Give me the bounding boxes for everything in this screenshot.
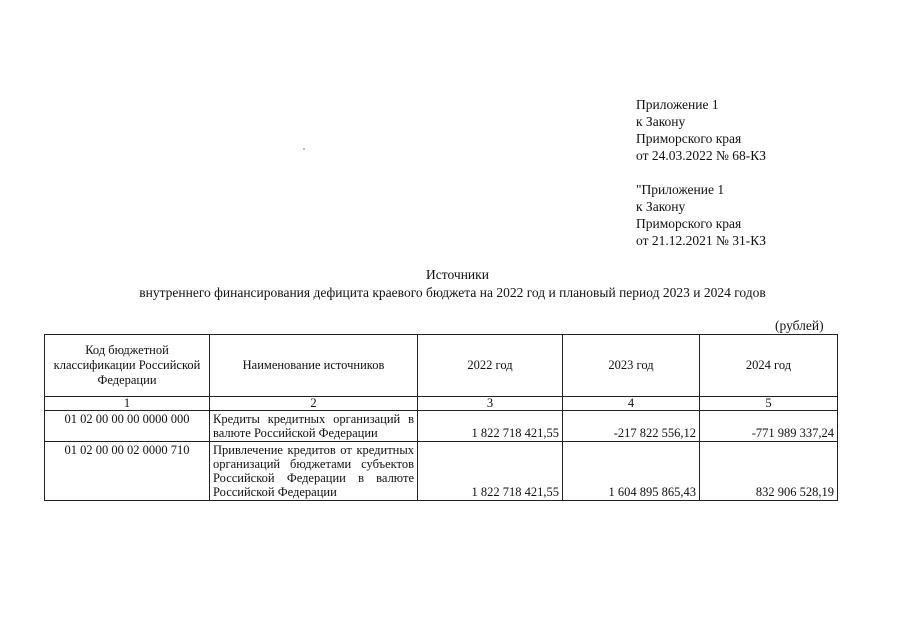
column-number: 2 [210, 397, 418, 411]
row-value-2024: 832 906 528,19 [700, 442, 838, 501]
row-value-2023: 1 604 895 865,43 [563, 442, 700, 501]
row-value-2024: -771 989 337,24 [700, 411, 838, 442]
appendix-line: от 24.03.2022 № 68-КЗ [636, 148, 766, 163]
row-value-2023: -217 822 556,12 [563, 411, 700, 442]
appendix-line: Приморского края [636, 216, 742, 231]
table-row [45, 442, 838, 501]
row-value-2022: 1 822 718 421,55 [418, 411, 563, 442]
column-number: 4 [563, 397, 700, 411]
row-code: 01 02 00 00 00 0000 000 [45, 411, 210, 442]
row-name: Кредиты кредитных организаций в валюте Российской Федерации [210, 411, 418, 442]
appendix-line: "Приложение 1 [636, 182, 725, 197]
column-number-row [45, 397, 838, 411]
appendix-original-reference [636, 181, 766, 249]
appendix-current-reference [636, 96, 766, 164]
column-number: 5 [700, 397, 838, 411]
header-2024: 2024 год [700, 335, 838, 397]
header-code: Код бюджетной классификации Российской Федерации [45, 335, 210, 397]
row-code: 01 02 00 00 02 0000 710 [45, 442, 210, 501]
table-row [45, 411, 838, 442]
scan-speck [303, 148, 305, 150]
appendix-line: от 21.12.2021 № 31-КЗ [636, 233, 766, 248]
row-value-2022: 1 822 718 421,55 [418, 442, 563, 501]
appendix-line: к Закону [636, 199, 686, 214]
row-name: Привлечение кредитов от кредитных организаций бюджетами субъектов Российской Федерации в валюте Российской Федерации [210, 442, 418, 501]
units-label: (рублей) [775, 318, 824, 333]
column-number: 3 [418, 397, 563, 411]
table-header-row [45, 335, 838, 397]
header-name: Наименование источников [210, 335, 418, 397]
appendix-line: к Закону [636, 114, 686, 129]
document-subtitle: внутреннего финансирования дефицита краевого бюджета на 2022 год и плановый период 2023 и 2024 годов [139, 285, 766, 300]
appendix-line: Приморского края [636, 131, 742, 146]
header-2023: 2023 год [563, 335, 700, 397]
financing-sources-table [44, 334, 838, 501]
column-number: 1 [45, 397, 210, 411]
appendix-line: Приложение 1 [636, 97, 719, 112]
header-2022: 2022 год [418, 335, 563, 397]
document-title: Источники [426, 267, 489, 282]
